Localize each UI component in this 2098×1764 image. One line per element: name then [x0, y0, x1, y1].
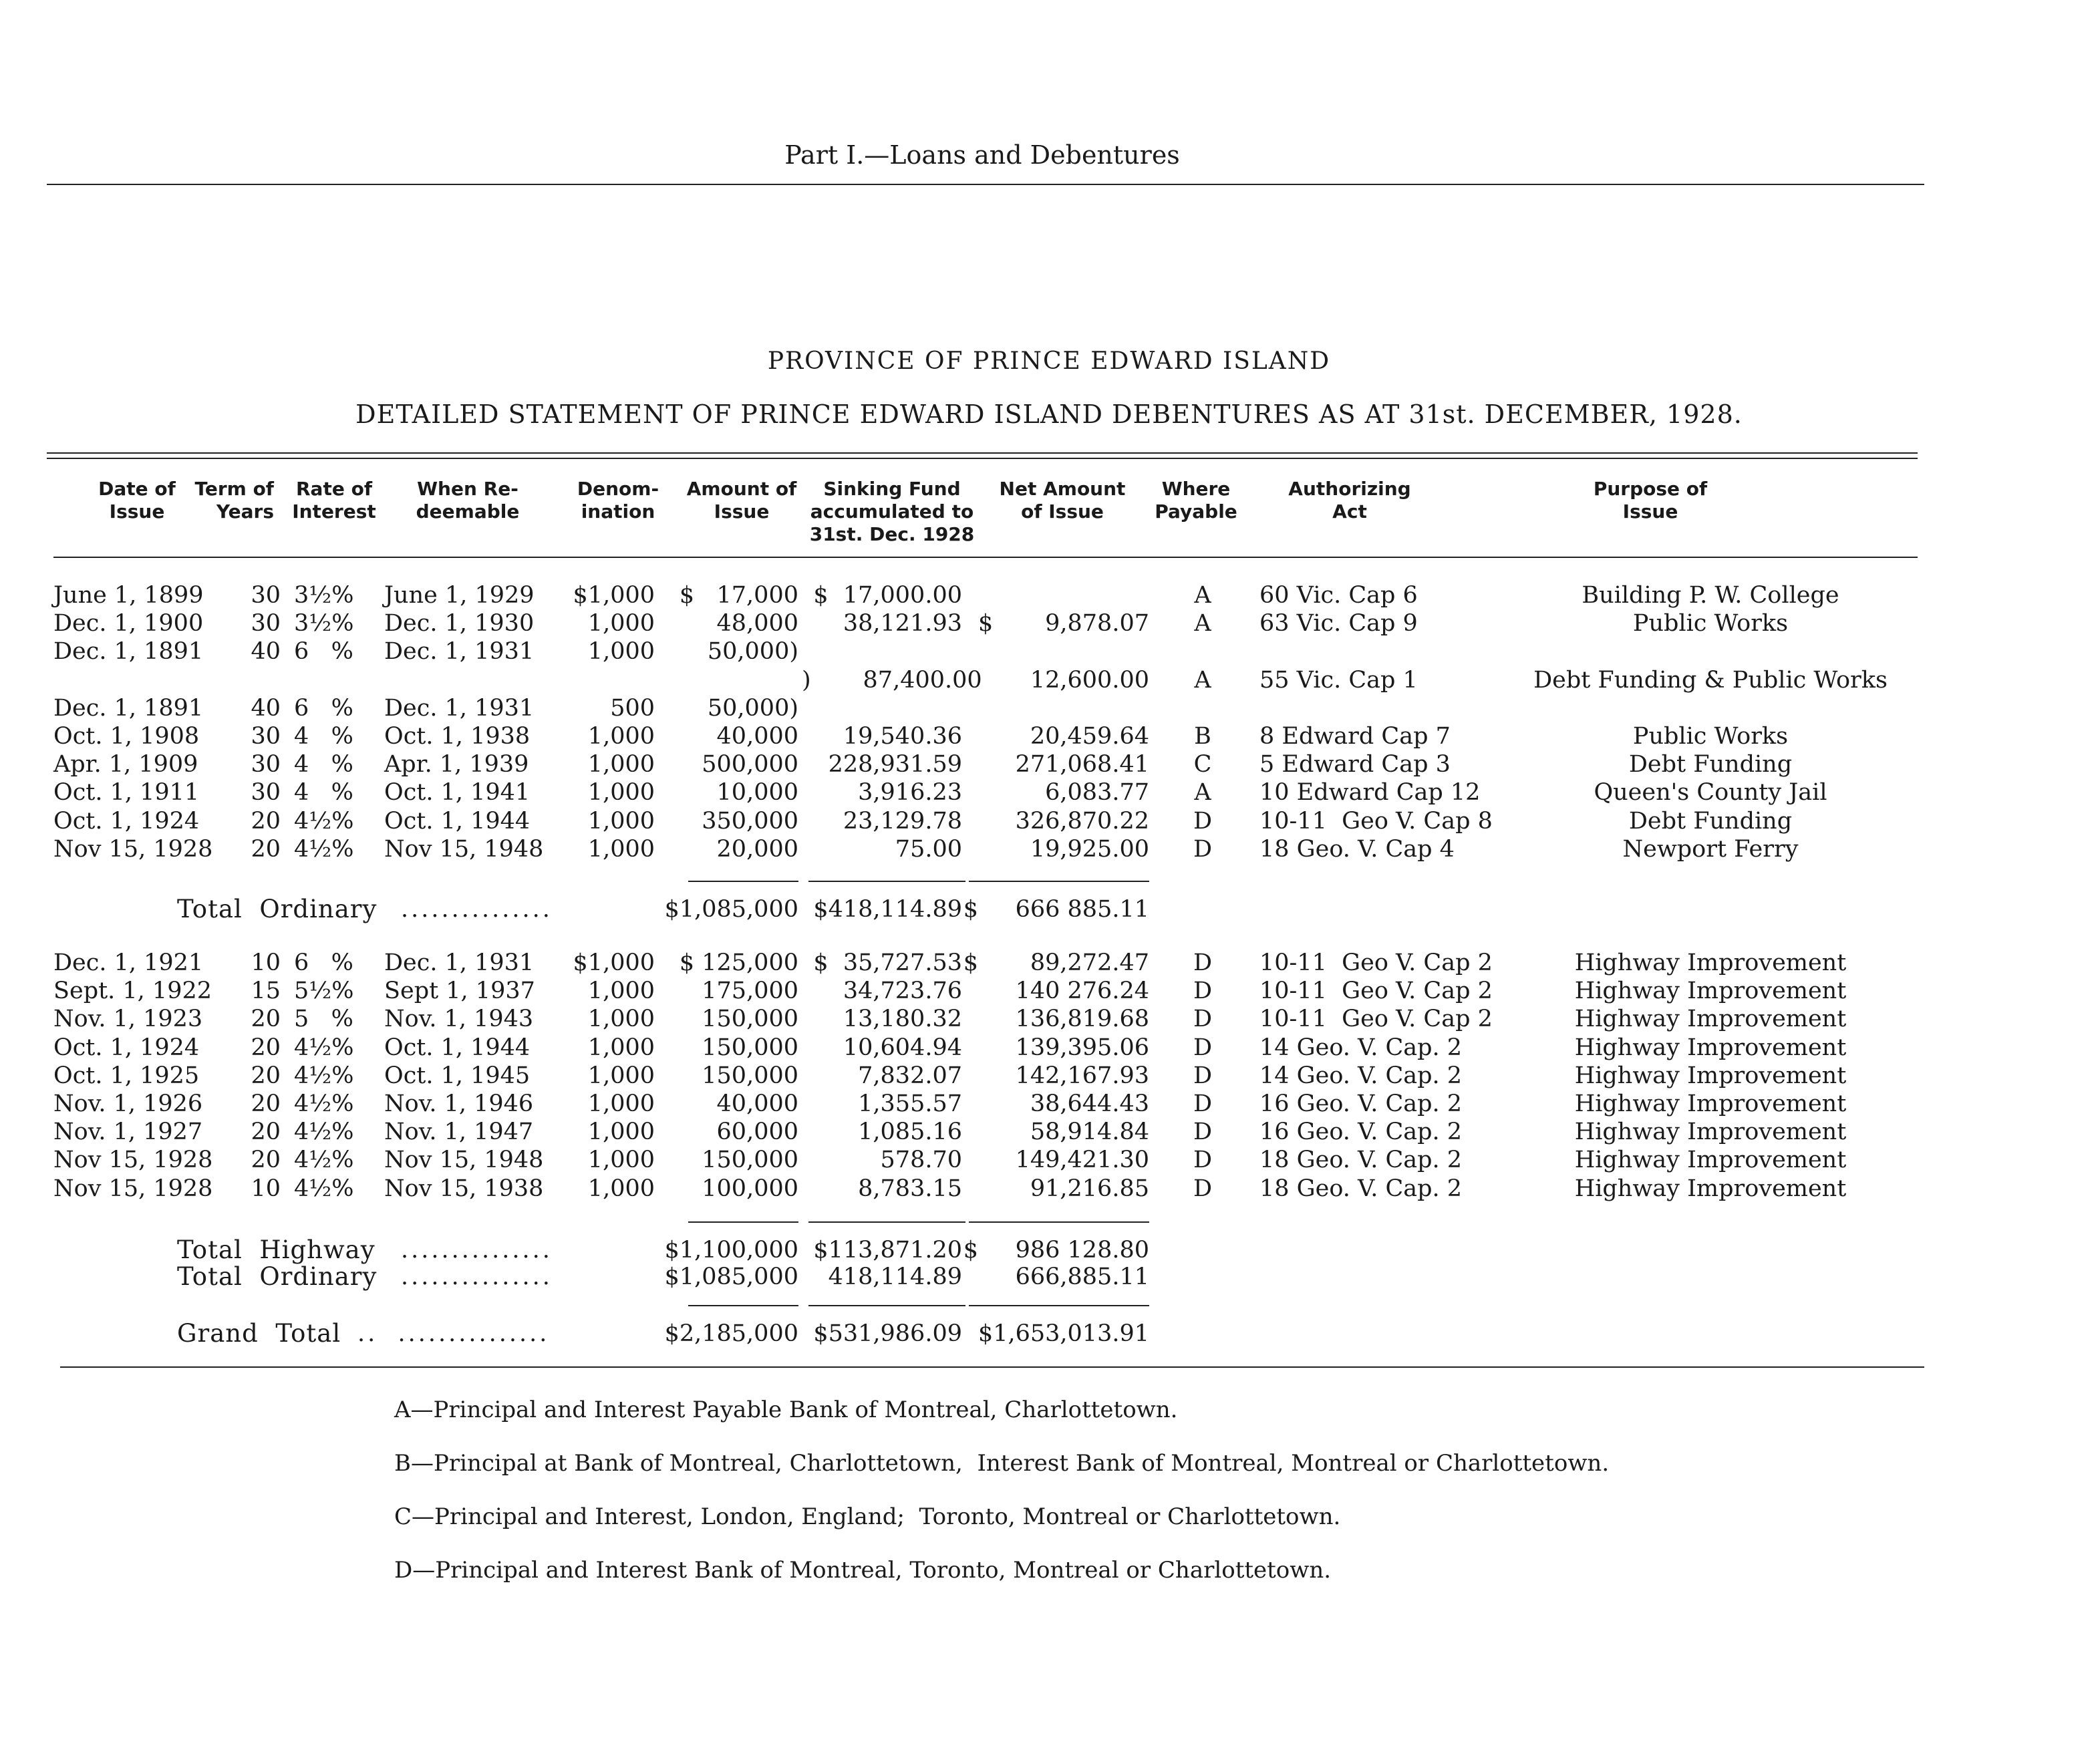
- ordinary-row-0-denom: $1,000: [573, 582, 655, 609]
- grand-total-amount: $2,185,000: [664, 1320, 798, 1347]
- header-rate: Rate of Interest: [292, 478, 376, 523]
- ordinary-row-6-rate: 4 %: [294, 751, 353, 778]
- ordinary-row-1-amount: 48,000: [716, 610, 798, 637]
- highway-row-3-term: 20: [251, 1034, 281, 1061]
- highway-row-5-when: Nov. 1, 1946: [384, 1090, 534, 1117]
- highway-row-0-date: Dec. 1, 1921: [53, 949, 204, 976]
- ordinary-row-9-date: Nov 15, 1928: [53, 835, 213, 863]
- highway-row-1-where: D: [1193, 978, 1213, 1005]
- note-c: C—Principal and Interest, London, England; Toronto, Montreal or Charlottetown.: [394, 1503, 1341, 1530]
- ordinary-row-0-purpose: Building P. W. College: [1582, 582, 1839, 609]
- ordinary-row-5-when: Oct. 1, 1938: [384, 723, 531, 750]
- hw-total-rule-amount: [688, 1221, 798, 1223]
- ordinary-row-6-term: 30: [251, 751, 281, 778]
- total-ordinary-2-net: 666,885.11: [1015, 1264, 1149, 1290]
- ordinary-row-9-where: D: [1193, 835, 1213, 863]
- highway-row-8-rate: 4½%: [294, 1175, 354, 1202]
- note-b: B—Principal at Bank of Montreal, Charlottetown, Interest Bank of Montreal, Montreal or Charlottetown.: [394, 1450, 1610, 1477]
- highway-row-7-sinking: 578.70: [880, 1147, 962, 1174]
- highway-row-8-purpose: Highway Improvement: [1574, 1175, 1847, 1202]
- total-ordinary-2-amount: $1,085,000: [664, 1264, 798, 1290]
- ordinary-row-1-term: 30: [251, 610, 281, 637]
- ordinary-row-9-purpose: Newport Ferry: [1622, 835, 1799, 863]
- ordinary-row-4-denom: 500: [610, 694, 655, 722]
- ordinary-row-8-date: Oct. 1, 1924: [53, 807, 200, 835]
- total-ordinary-leader: ...............: [401, 896, 553, 923]
- ordinary-row-5-sinking: 19,540.36: [843, 723, 962, 750]
- highway-row-6-where: D: [1193, 1119, 1213, 1146]
- total-ordinary-2-leader: ...............: [401, 1264, 553, 1290]
- statement-title: DETAILED STATEMENT OF PRINCE EDWARD ISLAND DEBENTURES AS AT 31st. DECEMBER, 1928.: [355, 400, 1743, 429]
- ordinary-row-5-where: B: [1194, 723, 1211, 750]
- ordinary-row-2-term: 40: [251, 638, 281, 666]
- highway-row-4-denom: 1,000: [587, 1062, 655, 1089]
- ordinary-row-3-net: 12,600.00: [1030, 666, 1149, 694]
- hw-total-rule-sinking: [808, 1221, 965, 1223]
- highway-row-4-term: 20: [251, 1062, 281, 1089]
- highway-row-8-term: 10: [251, 1175, 281, 1202]
- ordinary-row-3-act: 55 Vic. Cap 1: [1259, 666, 1418, 694]
- rule-below-header: [53, 557, 1918, 558]
- highway-row-0-purpose: Highway Improvement: [1574, 949, 1847, 976]
- ordinary-row-4-term: 40: [251, 694, 281, 722]
- ordinary-row-1-purpose: Public Works: [1632, 610, 1789, 637]
- ordinary-row-0-date: June 1, 1899: [53, 582, 204, 609]
- highway-row-1-term: 15: [251, 978, 281, 1005]
- subtotal-rule-sinking: [808, 881, 965, 882]
- ordinary-row-4-amount: 50,000): [707, 694, 798, 722]
- grand-total-label: Grand Total: [177, 1319, 341, 1348]
- ordinary-row-5-net: 20,459.64: [1030, 723, 1149, 750]
- highway-row-7-denom: 1,000: [587, 1147, 655, 1174]
- highway-row-7-term: 20: [251, 1147, 281, 1174]
- grand-total-net: $1,653,013.91: [978, 1320, 1149, 1347]
- highway-row-3-purpose: Highway Improvement: [1574, 1034, 1847, 1061]
- ordinary-row-6-net: 271,068.41: [1015, 751, 1149, 778]
- ordinary-row-6-date: Apr. 1, 1909: [53, 751, 198, 778]
- ordinary-row-7-sinking: 3,916.23: [858, 779, 962, 806]
- ordinary-row-6-act: 5 Edward Cap 3: [1259, 751, 1451, 778]
- highway-row-3-act: 14 Geo. V. Cap. 2: [1259, 1034, 1463, 1061]
- header-denom: Denom- ination: [577, 478, 659, 523]
- ordinary-row-9-when: Nov 15, 1948: [384, 835, 544, 863]
- ordinary-row-7-amount: 10,000: [716, 779, 798, 806]
- highway-row-2-act: 10-11 Geo V. Cap 2: [1259, 1006, 1493, 1033]
- header-act: Authorizing Act: [1288, 478, 1411, 523]
- highway-row-5-act: 16 Geo. V. Cap. 2: [1259, 1090, 1463, 1117]
- highway-row-6-date: Nov. 1, 1927: [53, 1119, 203, 1146]
- highway-row-3-denom: 1,000: [587, 1034, 655, 1061]
- total-ordinary-2-sinking: 418,114.89: [828, 1264, 962, 1290]
- ordinary-row-4-rate: 6 %: [294, 694, 353, 722]
- highway-row-5-date: Nov. 1, 1926: [53, 1090, 203, 1117]
- ordinary-row-9-sinking: 75.00: [895, 835, 962, 863]
- highway-row-4-sinking: 7,832.07: [858, 1062, 962, 1089]
- ordinary-row-0-amount: $ 17,000: [679, 582, 798, 609]
- ordinary-row-9-net: 19,925.00: [1030, 835, 1149, 863]
- ordinary-row-2-amount: 50,000): [707, 638, 798, 666]
- highway-row-7-purpose: Highway Improvement: [1574, 1147, 1847, 1174]
- ordinary-row-1-denom: 1,000: [587, 610, 655, 637]
- ordinary-row-7-purpose: Queen's County Jail: [1594, 779, 1827, 806]
- highway-row-6-term: 20: [251, 1119, 281, 1146]
- ordinary-row-7-date: Oct. 1, 1911: [53, 779, 200, 806]
- part-title: Part I.—Loans and Debentures: [784, 140, 1180, 170]
- highway-row-5-sinking: 1,355.57: [858, 1090, 962, 1117]
- ordinary-row-1-date: Dec. 1, 1900: [53, 610, 204, 637]
- highway-row-0-term: 10: [251, 949, 281, 976]
- highway-row-7-act: 18 Geo. V. Cap. 2: [1259, 1147, 1463, 1174]
- highway-row-3-when: Oct. 1, 1944: [384, 1034, 531, 1061]
- ordinary-row-5-purpose: Public Works: [1632, 723, 1789, 750]
- highway-row-8-when: Nov 15, 1938: [384, 1175, 544, 1202]
- highway-row-2-amount: 150,000: [702, 1006, 798, 1033]
- highway-row-2-denom: 1,000: [587, 1006, 655, 1033]
- highway-row-1-purpose: Highway Improvement: [1574, 978, 1847, 1005]
- highway-row-3-date: Oct. 1, 1924: [53, 1034, 200, 1061]
- highway-row-7-when: Nov 15, 1948: [384, 1147, 544, 1174]
- ordinary-row-8-net: 326,870.22: [1015, 807, 1149, 835]
- highway-row-7-amount: 150,000: [702, 1147, 798, 1174]
- header-date: Date of Issue: [98, 478, 176, 523]
- ordinary-row-8-purpose: Debt Funding: [1628, 807, 1793, 835]
- highway-row-2-sinking: 13,180.32: [843, 1006, 962, 1033]
- ordinary-row-8-when: Oct. 1, 1944: [384, 807, 531, 835]
- highway-row-5-purpose: Highway Improvement: [1574, 1090, 1847, 1117]
- ordinary-row-9-amount: 20,000: [716, 835, 798, 863]
- highway-row-5-term: 20: [251, 1090, 281, 1117]
- highway-row-8-denom: 1,000: [587, 1175, 655, 1202]
- highway-row-3-sinking: 10,604.94: [843, 1034, 962, 1061]
- ordinary-row-3-purpose: Debt Funding & Public Works: [1533, 666, 1888, 694]
- ordinary-row-8-sinking: 23,129.78: [843, 807, 962, 835]
- highway-row-7-rate: 4½%: [294, 1147, 354, 1174]
- ordinary-row-0-when: June 1, 1929: [384, 582, 535, 609]
- ordinary-row-7-when: Oct. 1, 1941: [384, 779, 531, 806]
- highway-row-3-amount: 150,000: [702, 1034, 798, 1061]
- highway-row-1-net: 140 276.24: [1015, 978, 1149, 1005]
- ordinary-row-8-act: 10-11 Geo V. Cap 8: [1259, 807, 1493, 835]
- highway-row-0-when: Dec. 1, 1931: [384, 949, 535, 976]
- hw-total-rule-net: [969, 1221, 1149, 1223]
- highway-row-4-rate: 4½%: [294, 1062, 354, 1089]
- total-highway-amount: $1,100,000: [664, 1237, 798, 1264]
- highway-row-0-where: D: [1193, 949, 1213, 976]
- highway-row-8-amount: 100,000: [702, 1175, 798, 1202]
- province-title: PROVINCE OF PRINCE EDWARD ISLAND: [767, 347, 1331, 375]
- ordinary-row-6-sinking: 228,931.59: [828, 751, 962, 778]
- highway-row-0-rate: 6 %: [294, 949, 353, 976]
- total-ordinary-amount: $1,085,000: [664, 896, 798, 923]
- highway-row-5-denom: 1,000: [587, 1090, 655, 1117]
- ordinary-row-6-where: C: [1193, 751, 1212, 778]
- header-sinking: Sinking Fund accumulated to 31st. Dec. 1928: [809, 478, 975, 545]
- highway-row-5-net: 38,644.43: [1030, 1090, 1149, 1117]
- ordinary-row-2-when: Dec. 1, 1931: [384, 638, 535, 666]
- header-term: Term of Years: [194, 478, 274, 523]
- ordinary-row-1-act: 63 Vic. Cap 9: [1259, 610, 1418, 637]
- ordinary-row-0-where: A: [1194, 582, 1211, 609]
- highway-row-1-sinking: 34,723.76: [843, 978, 962, 1005]
- highway-row-4-amount: 150,000: [702, 1062, 798, 1089]
- highway-row-2-where: D: [1193, 1006, 1213, 1033]
- highway-row-2-purpose: Highway Improvement: [1574, 1006, 1847, 1033]
- rule-under-part-title: [47, 184, 1924, 185]
- highway-row-2-net: 136,819.68: [1015, 1006, 1149, 1033]
- ordinary-row-4-date: Dec. 1, 1891: [53, 694, 204, 722]
- ordinary-row-9-rate: 4½%: [294, 835, 354, 863]
- highway-row-6-denom: 1,000: [587, 1119, 655, 1146]
- highway-row-2-rate: 5 %: [294, 1006, 353, 1033]
- ordinary-row-6-when: Apr. 1, 1939: [384, 751, 529, 778]
- total-ordinary-sinking: $418,114.89: [813, 896, 962, 923]
- note-d: D—Principal and Interest Bank of Montreal, Toronto, Montreal or Charlottetown.: [394, 1557, 1332, 1584]
- highway-row-6-rate: 4½%: [294, 1119, 354, 1146]
- highway-row-1-denom: 1,000: [587, 978, 655, 1005]
- ordinary-row-5-denom: 1,000: [587, 723, 655, 750]
- ordinary-row-2-rate: 6 %: [294, 638, 353, 666]
- highway-row-7-where: D: [1193, 1147, 1213, 1174]
- rule-above-header-2: [47, 458, 1918, 459]
- ordinary-row-7-denom: 1,000: [587, 779, 655, 806]
- highway-row-8-net: 91,216.85: [1030, 1175, 1149, 1202]
- ordinary-row-8-where: D: [1193, 807, 1213, 835]
- ordinary-row-2-date: Dec. 1, 1891: [53, 638, 204, 666]
- highway-row-0-denom: $1,000: [573, 949, 655, 976]
- ordinary-row-8-denom: 1,000: [587, 807, 655, 835]
- grand-rule-net: [969, 1305, 1149, 1306]
- ordinary-row-0-act: 60 Vic. Cap 6: [1259, 582, 1418, 609]
- highway-row-4-act: 14 Geo. V. Cap. 2: [1259, 1062, 1463, 1089]
- highway-row-4-where: D: [1193, 1062, 1213, 1089]
- highway-row-0-amount: $ 125,000: [679, 949, 798, 976]
- total-ordinary-label: Total Ordinary: [177, 895, 378, 923]
- highway-row-6-act: 16 Geo. V. Cap. 2: [1259, 1119, 1463, 1146]
- subtotal-rule-amount: [688, 881, 798, 882]
- ordinary-row-1-when: Dec. 1, 1930: [384, 610, 535, 637]
- highway-row-8-date: Nov 15, 1928: [53, 1175, 213, 1202]
- total-highway-sinking: $113,871.20: [813, 1237, 962, 1264]
- ordinary-row-5-amount: 40,000: [716, 723, 798, 750]
- highway-row-8-where: D: [1193, 1175, 1213, 1202]
- highway-row-4-net: 142,167.93: [1015, 1062, 1149, 1089]
- highway-row-4-date: Oct. 1, 1925: [53, 1062, 200, 1089]
- highway-row-0-sinking: $ 35,727.53: [813, 949, 962, 976]
- header-net: Net Amount of Issue: [999, 478, 1126, 523]
- ordinary-row-7-where: A: [1194, 779, 1211, 806]
- ordinary-row-1-sinking: 38,121.93: [843, 610, 962, 637]
- highway-row-2-when: Nov. 1, 1943: [384, 1006, 534, 1033]
- total-ordinary-2-label: Total Ordinary: [177, 1262, 378, 1291]
- ordinary-row-3-where: A: [1194, 666, 1211, 694]
- highway-row-6-net: 58,914.84: [1030, 1119, 1149, 1146]
- header-amount: Amount of Issue: [686, 478, 797, 523]
- rule-above-header-1: [47, 452, 1918, 454]
- ordinary-row-6-purpose: Debt Funding: [1628, 751, 1793, 778]
- highway-row-1-act: 10-11 Geo V. Cap 2: [1259, 978, 1493, 1005]
- ordinary-row-7-rate: 4 %: [294, 779, 353, 806]
- ordinary-row-9-term: 20: [251, 835, 281, 863]
- ordinary-row-9-act: 18 Geo. V. Cap 4: [1259, 835, 1455, 863]
- ordinary-row-8-term: 20: [251, 807, 281, 835]
- total-ordinary-net: $ 666 885.11: [963, 896, 1149, 923]
- ordinary-row-9-denom: 1,000: [587, 835, 655, 863]
- header-when: When Re- deemable: [416, 478, 520, 523]
- highway-row-6-sinking: 1,085.16: [858, 1119, 962, 1146]
- highway-row-6-when: Nov. 1, 1947: [384, 1119, 534, 1146]
- ordinary-row-0-sinking: $ 17,000.00: [813, 582, 962, 609]
- highway-row-7-date: Nov 15, 1928: [53, 1147, 213, 1174]
- highway-row-3-rate: 4½%: [294, 1034, 354, 1061]
- ordinary-row-0-term: 30: [251, 582, 281, 609]
- highway-row-6-purpose: Highway Improvement: [1574, 1119, 1847, 1146]
- total-highway-net: $ 986 128.80: [963, 1237, 1149, 1264]
- ordinary-row-4-when: Dec. 1, 1931: [384, 694, 535, 722]
- ordinary-row-1-rate: 3½%: [294, 610, 354, 637]
- rule-below-table: [60, 1366, 1924, 1368]
- highway-row-1-date: Sept. 1, 1922: [53, 978, 212, 1005]
- highway-row-8-sinking: 8,783.15: [858, 1175, 962, 1202]
- highway-row-2-term: 20: [251, 1006, 281, 1033]
- header-where: Where Payable: [1155, 478, 1237, 523]
- total-highway-leader: ...............: [401, 1237, 553, 1264]
- highway-row-3-net: 139,395.06: [1015, 1034, 1149, 1061]
- note-a: A—Principal and Interest Payable Bank of Montreal, Charlottetown.: [394, 1396, 1178, 1423]
- ordinary-row-7-act: 10 Edward Cap 12: [1259, 779, 1481, 806]
- highway-row-5-where: D: [1193, 1090, 1213, 1117]
- highway-row-0-act: 10-11 Geo V. Cap 2: [1259, 949, 1493, 976]
- ordinary-row-1-where: A: [1194, 610, 1211, 637]
- ordinary-row-6-amount: 500,000: [702, 751, 798, 778]
- highway-row-0-net: $ 89,272.47: [963, 949, 1149, 976]
- ordinary-row-5-term: 30: [251, 723, 281, 750]
- ordinary-row-5-act: 8 Edward Cap 7: [1259, 723, 1451, 750]
- highway-row-3-where: D: [1193, 1034, 1213, 1061]
- highway-row-7-net: 149,421.30: [1015, 1147, 1149, 1174]
- ordinary-row-3-sinking: ) 87,400.00: [802, 666, 982, 694]
- header-purpose: Purpose of Issue: [1593, 478, 1708, 523]
- highway-row-5-rate: 4½%: [294, 1090, 354, 1117]
- highway-row-5-amount: 40,000: [716, 1090, 798, 1117]
- highway-row-4-purpose: Highway Improvement: [1574, 1062, 1847, 1089]
- grand-rule-sinking: [808, 1305, 965, 1306]
- ordinary-row-7-term: 30: [251, 779, 281, 806]
- ordinary-row-0-rate: 3½%: [294, 582, 354, 609]
- highway-row-2-date: Nov. 1, 1923: [53, 1006, 203, 1033]
- highway-row-6-amount: 60,000: [716, 1119, 798, 1146]
- total-highway-label: Total Highway: [177, 1235, 376, 1264]
- ordinary-row-5-date: Oct. 1, 1908: [53, 723, 200, 750]
- highway-row-4-when: Oct. 1, 1945: [384, 1062, 531, 1089]
- grand-total-leader: .. ...............: [357, 1320, 550, 1347]
- ordinary-row-1-net: $ 9,878.07: [978, 610, 1149, 637]
- ordinary-row-6-denom: 1,000: [587, 751, 655, 778]
- highway-row-1-amount: 175,000: [702, 978, 798, 1005]
- highway-row-8-act: 18 Geo. V. Cap. 2: [1259, 1175, 1463, 1202]
- subtotal-rule-net: [969, 881, 1149, 882]
- highway-row-1-rate: 5½%: [294, 978, 354, 1005]
- ordinary-row-8-rate: 4½%: [294, 807, 354, 835]
- ordinary-row-7-net: 6,083.77: [1045, 779, 1149, 806]
- highway-row-1-when: Sept 1, 1937: [384, 978, 535, 1005]
- ordinary-row-8-amount: 350,000: [702, 807, 798, 835]
- ordinary-row-2-denom: 1,000: [587, 638, 655, 666]
- ordinary-row-5-rate: 4 %: [294, 723, 353, 750]
- grand-rule-amount: [688, 1305, 798, 1306]
- grand-total-sinking: $531,986.09: [813, 1320, 962, 1347]
